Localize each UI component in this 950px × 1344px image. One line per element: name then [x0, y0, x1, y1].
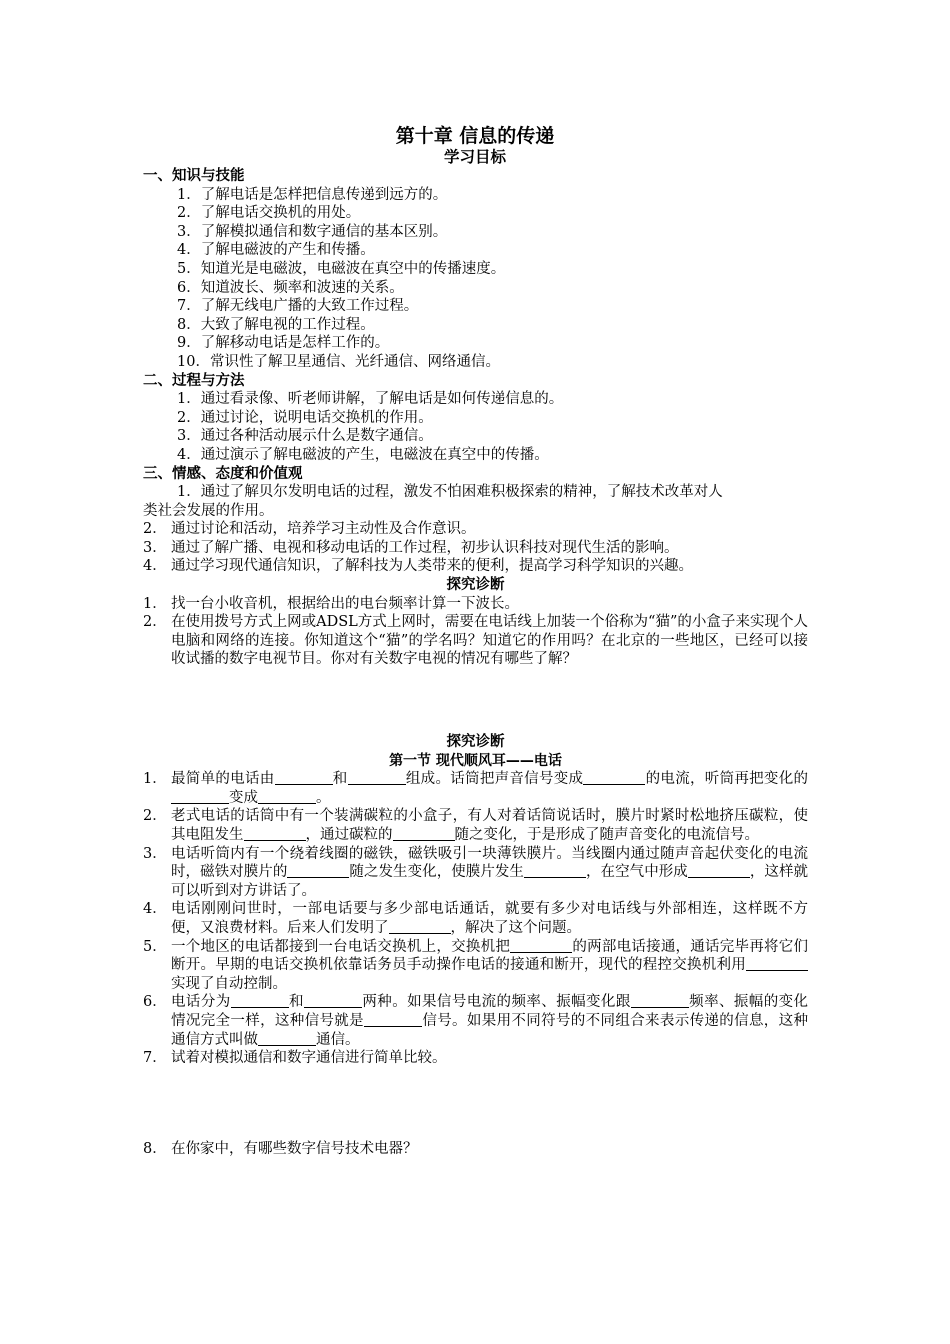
item-text: 在使用拨号方式上网或ADSL方式上网时，需要在电话线上加装一个俗称为“猫”的小盒子来实现个人电脑和网络的连接。你知道这个“猫”的学名吗？知道它的作用吗？在北京的一些地区，已经可以接收试播的数字电视节目。你对有关数字电视的情况有哪些了解？ [171, 614, 808, 668]
list-item: 9．了解移动电话是怎样工作的。 [177, 335, 390, 352]
fill-blank[interactable] [244, 826, 306, 841]
list-item [143, 557, 808, 576]
item-text: 通过学习现代通信知识，了解科技为人类带来的便利，提高学习科学知识的兴趣。 [171, 558, 693, 575]
question-text [171, 993, 808, 1049]
text: 老式电话的话筒中有一个装满碳粒的小盒子，有人对着话筒说话时，膜片时紧时松地挤压碳粒，使其电阻发生 [171, 808, 808, 843]
item-number: 3． [143, 539, 167, 556]
question-1 [143, 770, 808, 807]
fill-blank[interactable] [364, 1012, 422, 1027]
fill-blank[interactable] [631, 993, 689, 1008]
list-item: 3．了解模拟通信和数字通信的基本区别。 [177, 223, 448, 240]
section-heading: 三、情感、态度和价值观 [143, 465, 303, 482]
item-number: 8． [143, 1141, 167, 1157]
item-text: 通过了解广播、电视和移动电话的工作过程，初步认识科技对现代生活的影响。 [171, 539, 679, 556]
list-item: 1．了解电话是怎样把信息传递到远方的。 [177, 186, 448, 203]
fill-blank[interactable] [510, 938, 572, 953]
text: 电话听筒内有一个绕着线圈的磁铁，磁铁吸引一块薄铁膜片。当线圈内通过随声音起伏变化的电流时，磁铁对膜片的 [171, 845, 808, 881]
text: ，通过碳粒的 [305, 826, 393, 843]
inquiry-title: 探究诊断 [446, 577, 505, 594]
text: 频率、振幅的变化情况完全一样，这种信号就是 [171, 994, 809, 1029]
list-item [143, 595, 808, 614]
text: ，解决了这个问题。 [450, 919, 581, 936]
item-number: 2． [143, 808, 167, 825]
list-item: 8．大致了解电视的工作过程。 [177, 316, 375, 333]
text: 信号。如果用不同符号的不同组合来表示传递的信息，这种通信方式叫做 [171, 1012, 808, 1048]
question-5 [143, 938, 808, 994]
list-item: 1．通过看录像、听老师讲解，了解电话是如何传递信息的。 [177, 391, 564, 408]
section-heading: 二、过程与方法 [143, 372, 245, 389]
question-4 [143, 900, 808, 937]
text: 两种。如果信号电流的频率、振幅变化跟 [361, 994, 631, 1011]
fill-blank[interactable] [275, 770, 333, 785]
text: 组成。话筒把声音信号变成 [405, 771, 584, 788]
list-item: 6．知道波长、频率和波速的关系。 [177, 279, 404, 296]
question-3 [143, 845, 808, 901]
list-item [143, 539, 808, 558]
text: 和 [288, 994, 304, 1011]
inquiry-title: 探究诊断 [446, 734, 505, 750]
text: 。 [316, 789, 331, 806]
text: 一个地区的电话都接到一台电话交换机上，交换机把 [171, 938, 511, 955]
question-text [171, 845, 808, 901]
item-text: 找一台小收音机，根据给出的电台频率计算一下波长。 [171, 595, 519, 612]
question-8 [143, 1140, 808, 1159]
question-text [171, 900, 808, 937]
fill-blank[interactable] [231, 993, 289, 1008]
question-text [171, 938, 808, 994]
text: 随之变化，于是形成了随声音变化的电流信号。 [454, 826, 759, 843]
list-item [143, 613, 808, 669]
fill-blank[interactable] [688, 863, 750, 878]
goals-title: 学习目标 [443, 148, 506, 166]
list-item: 2．了解电话交换机的用处。 [177, 205, 361, 222]
question-2 [143, 807, 808, 844]
fill-blank[interactable] [393, 826, 455, 841]
item-number: 4． [143, 558, 167, 575]
section-inquiry-phone [143, 733, 808, 1068]
fill-blank[interactable] [583, 770, 645, 785]
text: 电话分为 [171, 994, 231, 1011]
list-item: 3．通过各种活动展示什么是数字通信。 [177, 428, 433, 445]
text: ，在空气中形成 [585, 864, 688, 881]
item-number: 6． [143, 994, 167, 1011]
fill-blank[interactable] [348, 770, 406, 785]
list-item: 4．通过演示了解电磁波的产生，电磁波在真空中的传播。 [177, 446, 549, 463]
fill-blank[interactable] [258, 1031, 316, 1046]
question-text [171, 770, 808, 807]
text: 的两部电话接通，通话完毕再将它们断开。早期的电话交换机依靠话务员手动操作电话的接通和断开，现代的程控交换机利用 [171, 938, 809, 974]
fill-blank[interactable] [304, 993, 362, 1008]
question-text: 在你家中，有哪些数字信号技术电器？ [171, 1141, 418, 1157]
chapter-title: 第十章 信息的传递 [395, 125, 555, 147]
item-number: 7． [143, 1050, 167, 1067]
section-knowledge-skills [143, 167, 808, 669]
fill-blank[interactable] [171, 789, 229, 804]
text: 变成 [229, 789, 258, 806]
fill-blank[interactable] [287, 863, 349, 878]
question-7 [143, 1049, 808, 1068]
text: 通信。 [316, 1031, 360, 1048]
item-number: 5． [143, 938, 167, 955]
text: ，这样就可以听到对方讲话了。 [171, 864, 809, 899]
list-item-continued: 类社会发展的作用。 [143, 502, 274, 519]
list-item [143, 520, 808, 539]
list-item: 2．通过讨论，说明电话交换机的作用。 [177, 409, 433, 426]
section-heading: 一、知识与技能 [143, 168, 245, 184]
question-6 [143, 993, 808, 1049]
text: 最简单的电话由 [171, 771, 275, 788]
item-number: 1． [143, 595, 167, 612]
text: 和 [332, 771, 348, 788]
list-item: 4．了解电磁波的产生和传播。 [177, 242, 375, 259]
list-item: 7．了解无线电广播的大致工作过程。 [177, 298, 419, 315]
section-subtitle: 第一节 现代顺风耳——电话 [389, 752, 562, 769]
item-number: 2． [143, 614, 167, 631]
item-text: 通过讨论和活动，培养学习主动性及合作意识。 [171, 521, 476, 538]
text: 的电流，听筒再把变化的 [645, 771, 809, 788]
item-number: 1． [143, 771, 167, 788]
list-item: 10．常识性了解卫星通信、光纤通信、网络通信。 [177, 353, 500, 370]
fill-blank[interactable] [258, 789, 316, 804]
question-text [171, 807, 808, 844]
item-number: 3． [143, 845, 167, 862]
fill-blank[interactable] [524, 863, 586, 878]
item-number: 2． [143, 521, 167, 538]
fill-blank[interactable] [746, 956, 808, 971]
text: 随之发生变化，使膜片发生 [349, 864, 524, 881]
question-8-block [143, 1140, 808, 1159]
list-item: 1．通过了解贝尔发明电话的过程，激发不怕困难积极探索的精神，了解技术改革对人 [177, 484, 723, 501]
fill-blank[interactable] [389, 919, 451, 934]
question-text: 试着对模拟通信和数字通信进行简单比较。 [171, 1050, 447, 1067]
list-item: 5．知道光是电磁波，电磁波在真空中的传播速度。 [177, 260, 506, 277]
item-number: 4． [143, 901, 167, 918]
text: 实现了自动控制。 [171, 975, 287, 992]
text: 电话刚刚问世时，一部电话要与多少部电话通话，就要有多少对电话线与外部相连，这样既不方便，又浪费材料。后来人们发明了 [171, 901, 808, 936]
